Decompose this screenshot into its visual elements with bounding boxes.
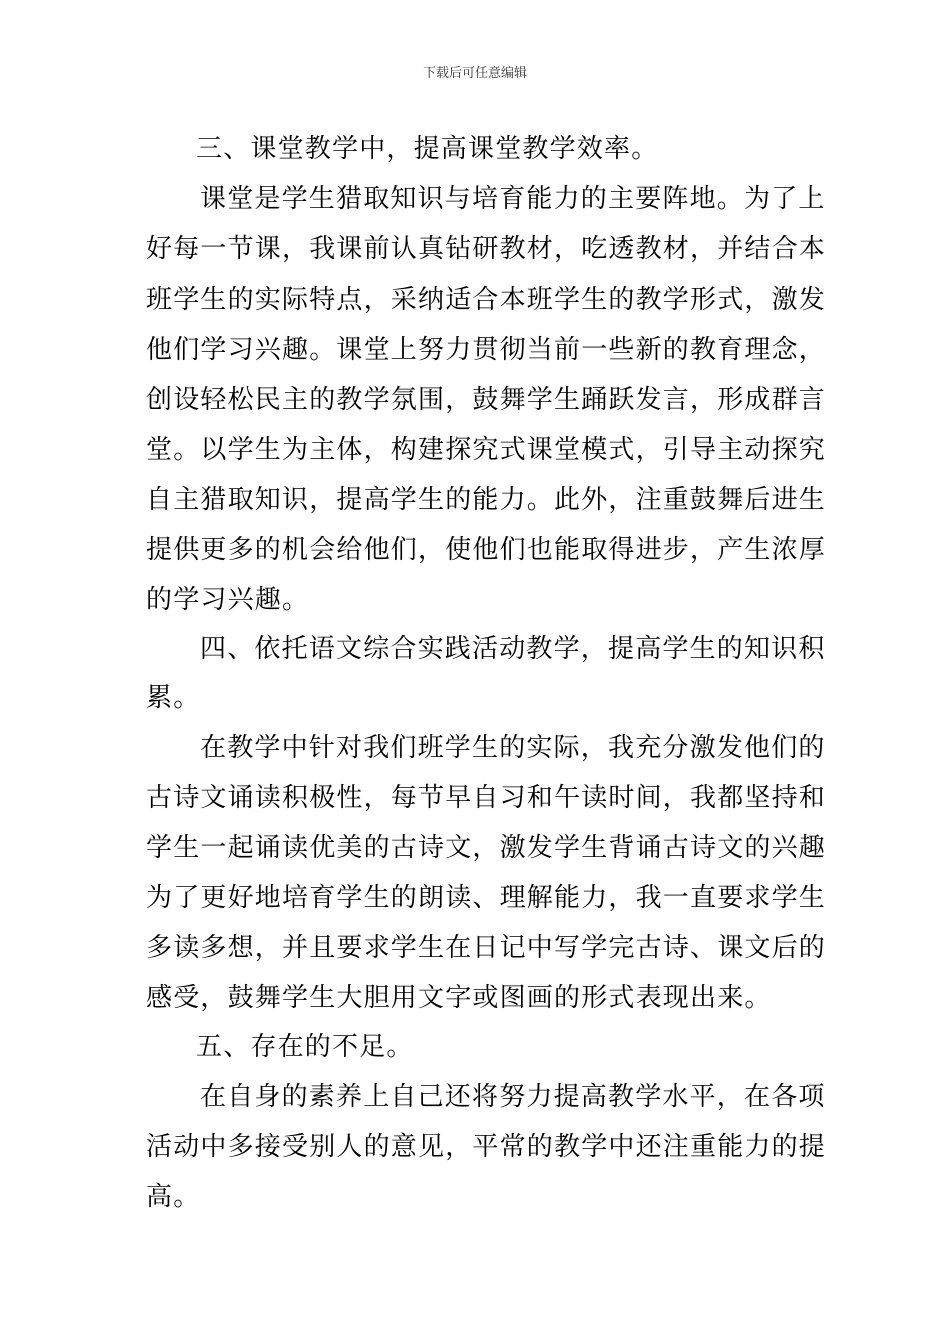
section-heading-5: 五、存在的不足。 bbox=[196, 1032, 414, 1062]
page-header-note: 下载后可任意编辑 bbox=[422, 66, 527, 81]
paragraph-line: 班学生的实际特点，采纳适合本班学生的教学形式，激发 bbox=[146, 285, 827, 315]
paragraph-line: 感受，鼓舞学生大胆用文字或图画的形式表现出来。 bbox=[146, 983, 772, 1013]
paragraph-line: 学生一起诵读优美的古诗文，激发学生背诵古诗文的兴趣 bbox=[146, 833, 827, 863]
paragraph-line: 创设轻松民主的教学氛围，鼓舞学生踊跃发言，形成群言 bbox=[146, 385, 827, 415]
paragraph-line: 他们学习兴趣。课堂上努力贯彻当前一些新的教育理念， bbox=[146, 335, 827, 365]
paragraph-line: 堂。以学生为主体，构建探究式课堂模式，引导主动探究 bbox=[146, 435, 827, 465]
section-heading-4-continued: 累。 bbox=[146, 683, 201, 713]
section-heading-4: 四、依托语文综合实践活动教学，提高学生的知识积 bbox=[200, 634, 826, 664]
paragraph-line: 提供更多的机会给他们，使他们也能取得进步，产生浓厚 bbox=[146, 535, 827, 565]
paragraph-line: 在教学中针对我们班学生的实际，我充分激发他们的 bbox=[200, 733, 826, 763]
section-heading-3: 三、课堂教学中，提高课堂教学效率。 bbox=[196, 134, 659, 164]
paragraph-line: 在自身的素养上自己还将努力提高教学水平，在各项 bbox=[200, 1082, 826, 1112]
paragraph-line: 高。 bbox=[146, 1182, 201, 1212]
paragraph-line: 活动中多接受别人的意见，平常的教学中还注重能力的提 bbox=[146, 1132, 827, 1162]
paragraph-line: 古诗文诵读积极性，每节早自习和午读时间，我都坚持和 bbox=[146, 783, 827, 813]
paragraph-line: 的学习兴趣。 bbox=[146, 585, 310, 615]
paragraph-line: 多读多想，并且要求学生在日记中写学完古诗、课文后的 bbox=[146, 933, 827, 963]
paragraph-line: 好每一节课，我课前认真钻研教材，吃透教材，并结合本 bbox=[146, 234, 827, 264]
paragraph-line: 为了更好地培育学生的朗读、理解能力，我一直要求学生 bbox=[146, 883, 827, 913]
paragraph-line: 课堂是学生猎取知识与培育能力的主要阵地。为了上 bbox=[200, 184, 826, 214]
paragraph-line: 自主猎取知识，提高学生的能力。此外，注重鼓舞后进生 bbox=[146, 485, 827, 515]
